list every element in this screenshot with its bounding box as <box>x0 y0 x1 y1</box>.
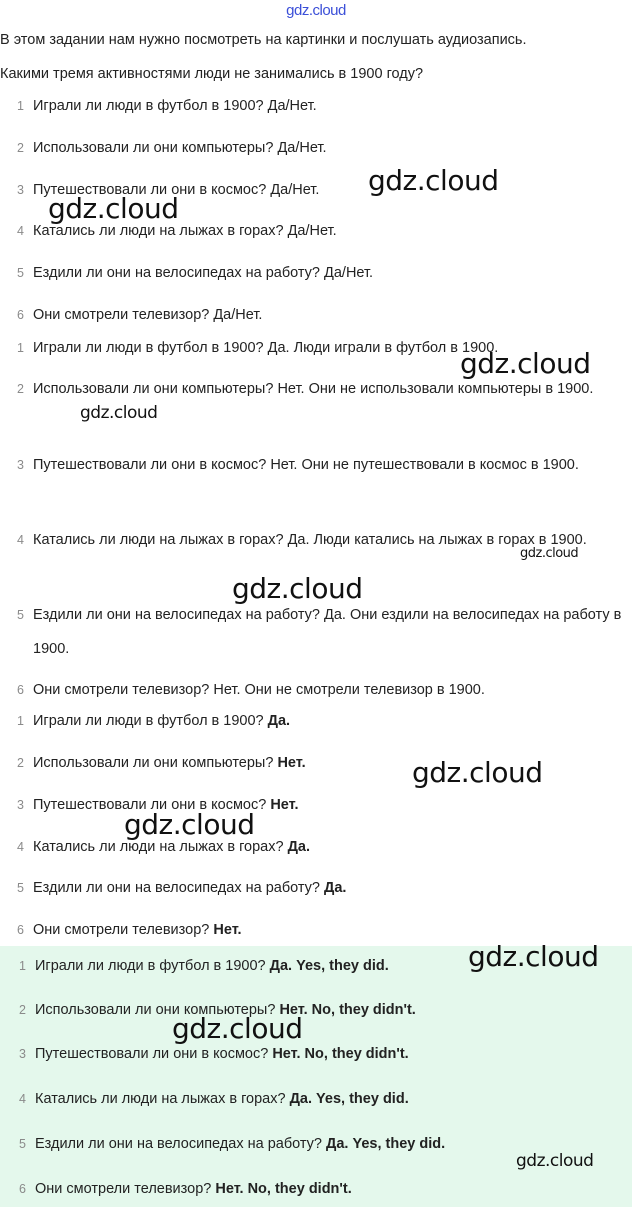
item-answer: Да. <box>324 880 347 896</box>
watermark: gdz.cloud <box>232 572 363 605</box>
item-number: 2 <box>17 756 24 770</box>
item-text: Ездили ли они на велосипедах на работу? Да/Нет. <box>33 265 374 281</box>
item-number: 5 <box>17 266 24 280</box>
watermark: gdz.cloud <box>368 164 499 197</box>
item-number: 3 <box>17 458 24 472</box>
item-text: Ездили ли они на велосипедах на работу? Да. Они ездили на велосипедах на работу в 1900. <box>33 607 622 657</box>
item-text: Ездили ли они на велосипедах на работу? Да. Yes, they did. <box>35 1136 446 1152</box>
item-number: 4 <box>19 1092 26 1106</box>
item-answer: Да. <box>267 713 291 729</box>
item-number: 1 <box>17 99 24 113</box>
item-answer: Нет. No, they didn't. <box>215 1181 352 1197</box>
item-number: 1 <box>19 959 26 973</box>
item-text: Катались ли люди на лыжах в горах? Да/Нет. <box>33 223 337 239</box>
item-number: 1 <box>17 341 24 355</box>
item-text: Путешествовали ли они в космос? Нет. No, they didn't. <box>35 1046 409 1062</box>
item-number: 5 <box>19 1137 26 1151</box>
item-number: 6 <box>17 308 24 322</box>
item-text: Использовали ли они компьютеры? Да/Нет. <box>33 140 327 156</box>
item-number: 6 <box>19 1182 26 1196</box>
item-answer: Да. Yes, they did. <box>289 1091 409 1107</box>
watermark: gdz.cloud <box>468 940 599 973</box>
item-text: Катались ли люди на лыжах в горах? Да. <box>33 839 311 855</box>
item-answer: Нет. <box>213 922 242 938</box>
watermark: gdz.cloud <box>48 192 179 225</box>
site-logo[interactable]: gdz.cloud <box>286 2 346 19</box>
item-text: Играли ли люди в футбол в 1900? Да. Люди играли в футбол в 1900. <box>33 340 499 356</box>
item-text: Использовали ли они компьютеры? Нет. <box>33 755 306 771</box>
item-number: 6 <box>17 683 24 697</box>
watermark: gdz.cloud <box>412 756 543 789</box>
item-text: Они смотрели телевизор? Нет. No, they didn't. <box>35 1181 352 1197</box>
watermark: gdz.cloud <box>80 403 158 423</box>
item-answer: Нет. <box>277 755 306 771</box>
item-answer: Да. Yes, they did. <box>269 958 389 974</box>
item-number: 4 <box>17 224 24 238</box>
watermark: gdz.cloud <box>124 808 255 841</box>
item-number: 3 <box>17 798 24 812</box>
item-text: Ездили ли они на велосипедах на работу? Да. <box>33 880 347 896</box>
watermark: gdz.cloud <box>172 1012 303 1045</box>
item-text: Играли ли люди в футбол в 1900? Да. <box>33 713 291 729</box>
item-text: Они смотрели телевизор? Нет. <box>33 922 242 938</box>
item-text: Катались ли люди на лыжах в горах? Да. Yes, they did. <box>35 1091 409 1107</box>
intro-line-1: В этом задании нам нужно посмотреть на картинки и послушать аудиозапись. <box>0 32 527 48</box>
item-text: Использовали ли они компьютеры? Нет. Они не использовали компьютеры в 1900. <box>33 381 594 397</box>
item-text: Катались ли люди на лыжах в горах? Да. Люди катались на лыжах в горах в 1900. <box>33 532 587 548</box>
item-text: Путешествовали ли они в космос? Да/Нет. <box>33 182 320 198</box>
item-text: Они смотрели телевизор? Нет. Они не смотрели телевизор в 1900. <box>33 682 485 698</box>
watermark: gdz.cloud <box>520 546 579 561</box>
watermark: gdz.cloud <box>460 347 591 380</box>
item-text: Путешествовали ли они в космос? Нет. Они не путешествовали в космос в 1900. <box>33 457 579 473</box>
item-number: 5 <box>17 608 24 622</box>
item-answer: Нет. No, they didn't. <box>279 1002 416 1018</box>
item-number: 5 <box>17 881 24 895</box>
item-number: 2 <box>17 382 24 396</box>
item-text: Играли ли люди в футбол в 1900? Да. Yes, they did. <box>35 958 389 974</box>
item-number: 1 <box>17 714 24 728</box>
item-number: 3 <box>19 1047 26 1061</box>
watermark: gdz.cloud <box>516 1151 594 1171</box>
item-answer: Нет. No, they didn't. <box>272 1046 409 1062</box>
item-number: 2 <box>17 141 24 155</box>
item-number: 6 <box>17 923 24 937</box>
item-text: Использовали ли они компьютеры? Нет. No, they didn't. <box>35 1002 416 1018</box>
item-number: 4 <box>17 533 24 547</box>
item-number: 2 <box>19 1003 26 1017</box>
intro-line-2: Какими тремя активностями люди не занимались в 1900 году? <box>0 66 424 82</box>
item-text: Они смотрели телевизор? Да/Нет. <box>33 307 263 323</box>
item-number: 3 <box>17 183 24 197</box>
item-answer: Да. Yes, they did. <box>326 1136 446 1152</box>
item-number: 4 <box>17 840 24 854</box>
item-text: Путешествовали ли они в космос? Нет. <box>33 797 299 813</box>
item-answer: Нет. <box>270 797 299 813</box>
item-answer: Да. <box>287 839 311 855</box>
item-text: Играли ли люди в футбол в 1900? Да/Нет. <box>33 98 317 114</box>
